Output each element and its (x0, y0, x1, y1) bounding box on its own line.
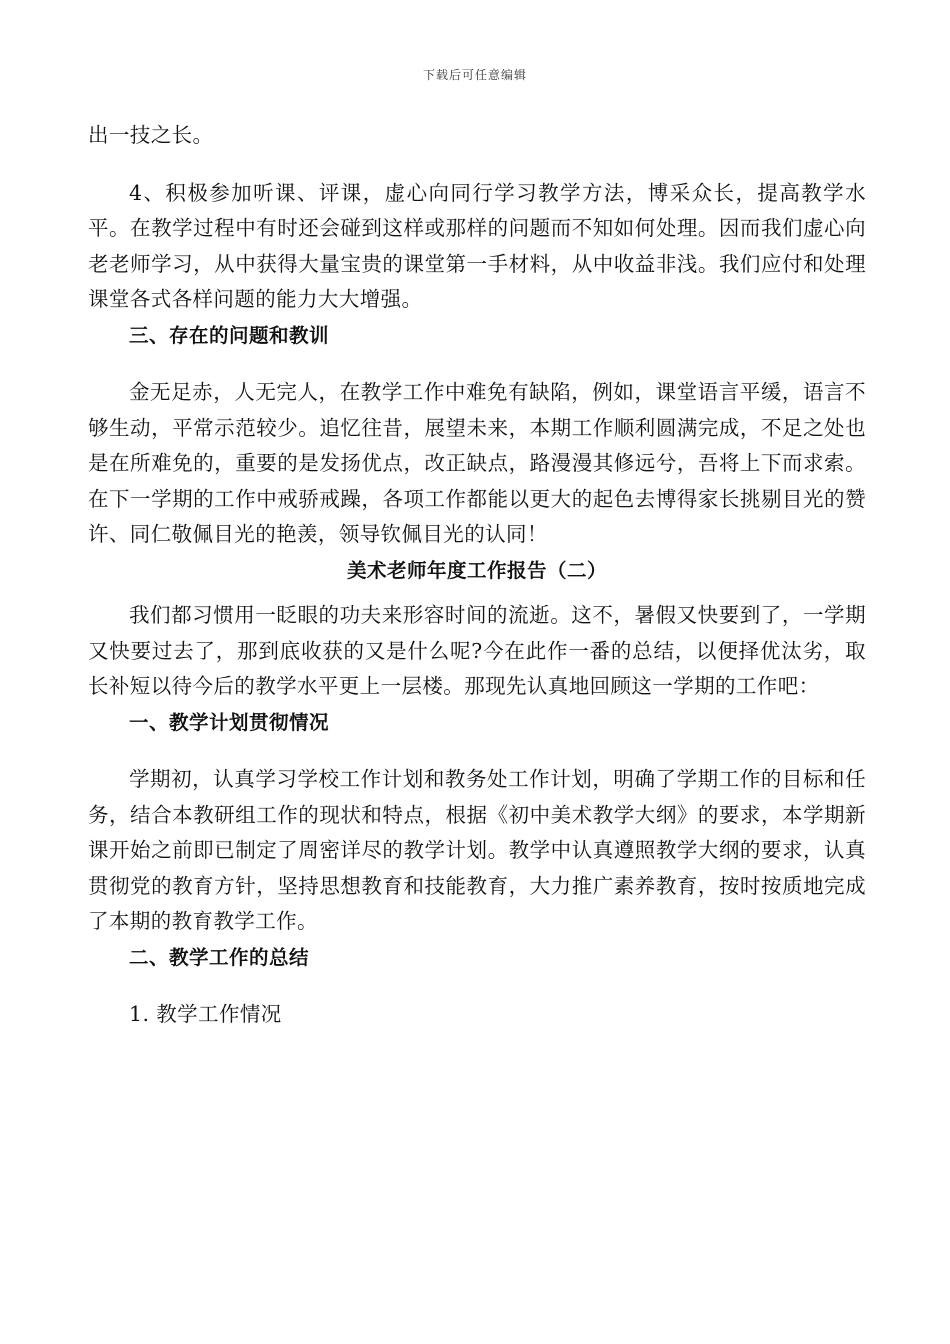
problems-paragraph: 金无足赤，人无完人，在教学工作中难免有缺陷，例如，课堂语言平缓，语言不够生动，平常示范较少。追忆往昔，展望未来，本期工作顺利圆满完成，不足之处也是在所难免的，重要的是发扬优点，改正缺点，路漫漫其修远兮，吾将上下而求索。在下一学期的工作中戒骄戒躁，各项工作都能以更大的起色去博得家长挑剔目光的赞许、同仁敬佩目光的艳羡，领导钦佩目光的认同！ (88, 380, 866, 546)
item-4-paragraph: 4、积极参加听课、评课，虚心向同行学习教学方法，博采众长，提高教学水平。在教学过程中有时还会碰到这样或那样的问题而不知如何处理。因而我们虚心向老老师学习，从中获得大量宝贵的课堂第一手材料，从中收益非浅。我们应付和处理课堂各式各样问题的能力大大增强。 (88, 180, 866, 311)
document-body (88, 118, 866, 1033)
page-header-note: 下载后可任意编辑 (422, 68, 527, 82)
section-heading-plan: 一、教学计划贯彻情况 (128, 710, 329, 734)
intro-paragraph: 我们都习惯用一眨眼的功夫来形容时间的流逝。这不，暑假又快要到了，一学期又快要过去了，那到底收获的又是什么呢?今在此作一番的总结，以便择优汰劣，取长补短以待今后的教学水平更上一层楼。那现先认真地回顾这一学期的工作吧： (88, 603, 866, 698)
plan-paragraph: 学期初，认真学习学校工作计划和教务处工作计划，明确了学期工作的目标和任务，结合本教研组工作的现状和特点，根据《初中美术教学大纲》的要求，本学期新课开始之前即已制定了周密详尽的教学计划。教学中认真遵照教学大纲的要求，认真贯彻党的教育方针，坚持思想教育和技能教育，大力推广素养教育，按时按质地完成了本期的教育教学工作。 (88, 767, 866, 933)
continuation-paragraph: 出一技之长。 (88, 123, 214, 147)
subitem-1-paragraph: 1. 教学工作情况 (129, 1002, 282, 1026)
section-heading-problems: 三、存在的问题和教训 (128, 323, 329, 347)
report-title: 美术老师年度工作报告（二） (346, 558, 607, 582)
section-heading-summary: 二、教学工作的总结 (128, 945, 309, 969)
